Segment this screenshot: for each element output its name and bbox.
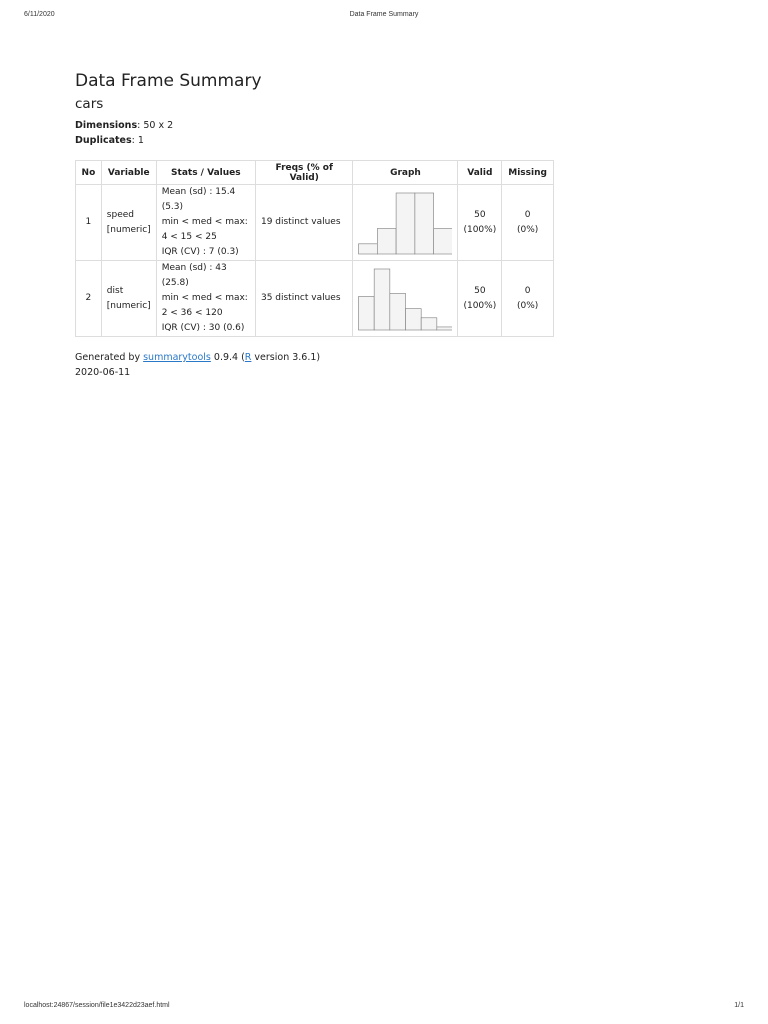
histogram-bar: [437, 326, 452, 329]
table-row: [76, 261, 554, 337]
freqs-cell: 19 distinct values: [255, 185, 353, 261]
header-missing: Missing: [502, 161, 554, 185]
stats-range: 4 < 15 < 25: [161, 232, 217, 242]
header-variable: Variable: [101, 161, 156, 185]
stats-cell: [156, 185, 255, 261]
variable-type: [numeric]: [106, 224, 151, 235]
histogram-bar: [359, 296, 375, 330]
duplicates-value: : 1: [131, 135, 144, 146]
header-graph: Graph: [353, 161, 458, 185]
summarytools-link[interactable]: summarytools: [143, 352, 211, 363]
stats-mean: Mean (sd) : 43 (25.8): [161, 263, 227, 288]
missing-count: 0: [524, 285, 531, 296]
print-page-number: 1/1: [734, 1002, 744, 1009]
missing-percent: (0%): [516, 224, 539, 235]
valid-count: 50: [474, 209, 486, 220]
histogram-bar: [359, 243, 378, 253]
valid-cell: [458, 261, 502, 337]
generated-by-text: Generated by: [75, 352, 144, 363]
stats-range: 2 < 36 < 120: [161, 308, 223, 318]
valid-cell: [458, 185, 502, 261]
generated-by-line: [75, 350, 555, 365]
dimensions-line: [75, 118, 555, 133]
stats-iqr: IQR (CV) : 7 (0.3): [161, 247, 239, 257]
variable-name: dist: [106, 285, 124, 296]
histogram-bar: [375, 269, 391, 330]
freqs-cell: 35 distinct values: [255, 261, 353, 337]
valid-percent: (100%): [463, 300, 497, 311]
variable-cell: [101, 261, 156, 337]
graph-cell: [353, 185, 458, 261]
missing-cell: [502, 261, 554, 337]
duplicates-line: [75, 133, 555, 148]
stats-mean: Mean (sd) : 15.4 (5.3): [161, 187, 236, 212]
missing-cell: [502, 185, 554, 261]
histogram: [358, 267, 452, 331]
histogram-bar: [390, 293, 406, 330]
histogram-bar: [378, 228, 397, 253]
histogram-bar: [406, 308, 422, 329]
table-header-row: [76, 161, 554, 185]
dimensions-label: Dimensions: [75, 120, 138, 131]
print-url: localhost:24867/session/file1e3422d23aef.html: [24, 1002, 170, 1009]
valid-count: 50: [474, 285, 486, 296]
report-content: [75, 70, 555, 380]
missing-percent: (0%): [516, 300, 539, 311]
dimensions-value: : 50 x 2: [137, 120, 174, 131]
stats-cell: [156, 261, 255, 337]
page-title: Data Frame Summary: [75, 71, 262, 91]
header-stats: Stats / Values: [156, 161, 255, 185]
valid-percent: (100%): [463, 224, 497, 235]
print-title: Data Frame Summary: [349, 11, 419, 18]
missing-count: 0: [524, 209, 531, 220]
variable-cell: [101, 185, 156, 261]
print-date: 6/11/2020: [24, 11, 55, 18]
dataset-name: cars: [75, 96, 104, 112]
row-number: 1: [76, 185, 102, 261]
graph-cell: [353, 261, 458, 337]
stats-iqr: IQR (CV) : 30 (0.6): [161, 323, 245, 333]
table-row: [76, 185, 554, 261]
stats-range-label: min < med < max:: [161, 293, 248, 303]
header-valid: Valid: [458, 161, 502, 185]
histogram-bar: [422, 317, 438, 329]
summary-table: [75, 160, 554, 337]
r-link[interactable]: R: [244, 352, 252, 363]
variable-type: [numeric]: [106, 300, 151, 311]
histogram-bar: [397, 193, 416, 254]
stats-range-label: min < med < max:: [161, 217, 248, 227]
histogram-bar: [415, 193, 434, 254]
generated-date: 2020-06-11: [75, 367, 131, 378]
histogram-bar: [434, 228, 452, 253]
header-freqs: Freqs (% of Valid): [255, 161, 353, 185]
row-number: 2: [76, 261, 102, 337]
r-version-text: version 3.6.1): [251, 352, 321, 363]
duplicates-label: Duplicates: [75, 135, 132, 146]
histogram: [358, 191, 452, 255]
header-no: No: [76, 161, 102, 185]
variable-name: speed: [106, 209, 134, 220]
version-text: 0.9.4 (: [210, 352, 245, 363]
